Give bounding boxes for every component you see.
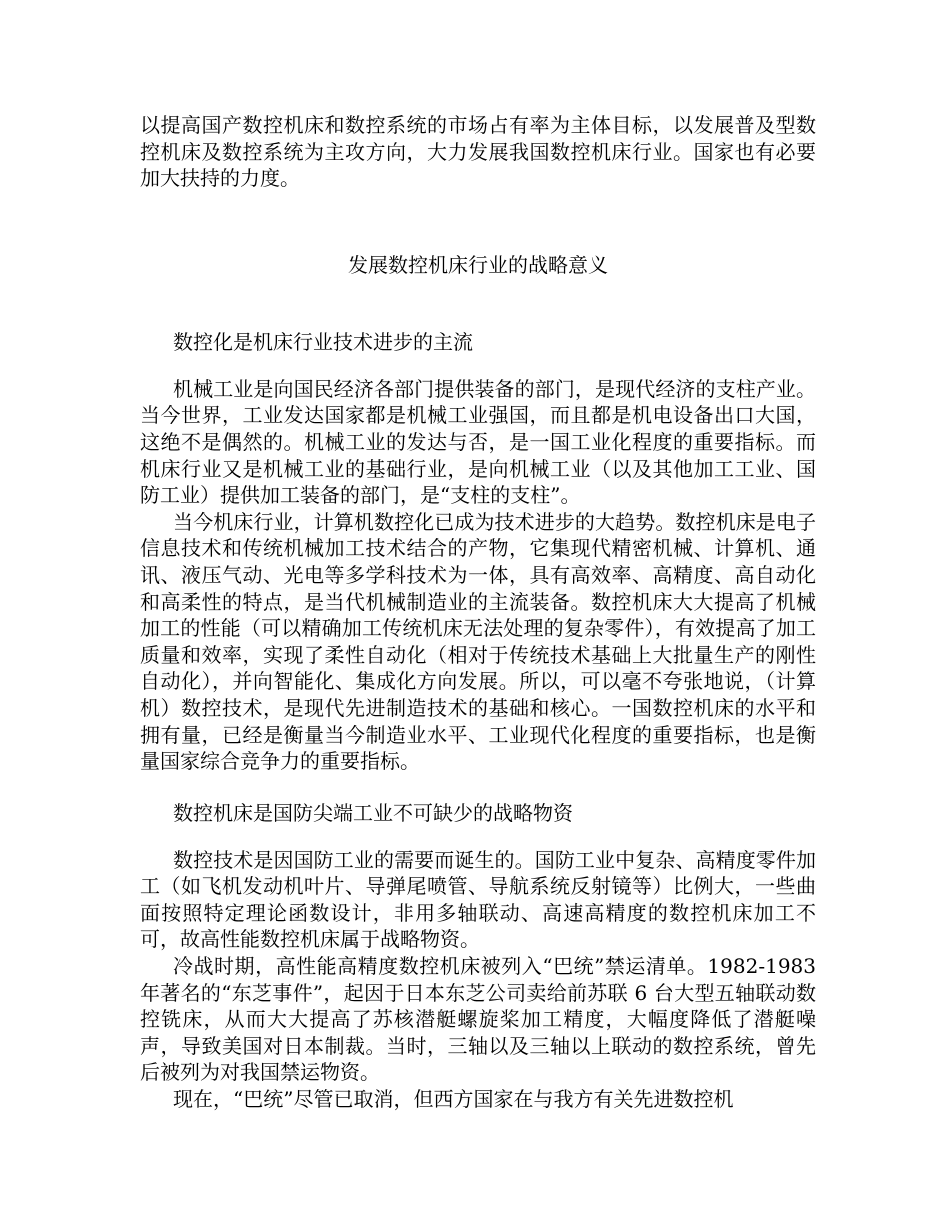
section-2-paragraph-3: 现在，“巴统”尽管已取消，但西方国家在与我方有关先进数控机 [173,1087,734,1112]
section-heading-1: 数控化是机床行业技术进步的主流 [173,329,473,354]
intro-paragraph: 以提高国产数控机床和数控系统的市场占有率为主体目标，以发展普及型数控机床及数控系统为主攻方向，大力发展我国数控机床行业。国家也有必要加大扶持的力度。 [140,113,816,191]
section-1-paragraph-2: 当今机床行业，计算机数控化已成为技术进步的大趋势。数控机床是电子信息技术和传统机械加工技术结合的产物，它集现代精密机械、计算机、通讯、液压气动、光电等多学科技术为一体，具有高效率、高精度、高自动化和高柔性的特点，是当代机械制造业的主流装备。数控机床大大提高了机械加工的性能（可以精确加工传统机床无法处理的复杂零件），有效提高了加工质量和效率，实现了柔性自动化（相对于传统技术基础上大批量生产的刚性自动化），并向智能化、集成化方向发展。所以，可以毫不夸张地说，（计算机）数控技术，是现代先进制造技术的基础和核心。一国数控机床的水平和拥有量，已经是衡量当今制造业水平、工业现代化程度的重要指标，也是衡量国家综合竞争力的重要指标。 [140,509,816,774]
main-title: 发展数控机床行业的战略意义 [348,252,608,277]
spacer [140,355,816,376]
spacer [140,826,816,847]
section-1-paragraph-1: 机械工业是向国民经济各部门提供装备的部门，是现代经济的支柱产业。当今世界，工业发达国家都是机械工业强国，而且都是机电设备出口大国，这绝不是偶然的。机械工业的发达与否，是一国工业化程度的重要指标。而机床行业又是机械工业的基础行业，是向机械工业（以及其他加工工业、国防工业）提供加工装备的部门，是“支柱的支柱”。 [140,376,816,508]
document-body [140,112,816,1113]
section-2-paragraph-1: 数控技术是因国防工业的需要而诞生的。国防工业中复杂、高精度零件加工（如飞机发动机叶片、导弹尾喷管、导航系统反射镜等）比例大，一些曲面按照特定理论函数设计，非用多轴联动、高速高精度的数控机床加工不可，故高性能数控机床属于战略物资。 [140,847,816,952]
section-heading-2: 数控机床是国防尖端工业不可缺少的战略物资 [173,800,573,825]
spacer [140,192,816,252]
section-2-paragraph-2: 冷战时期，高性能高精度数控机床被列入“巴统”禁运清单。1982-1983 年著名的“东芝事件”，起因于日本东芝公司卖给前苏联 6 台大型五轴联动数控铣床，从而大大提高了苏核潜艇螺旋桨加工精度，大幅度降低了潜艇噪声，导致美国对日本制裁。当时，三轴以及三轴以上联动的数控系统，曾先后被列为对我国禁运物资。 [140,954,816,1085]
spacer [140,775,816,800]
spacer [140,278,816,329]
